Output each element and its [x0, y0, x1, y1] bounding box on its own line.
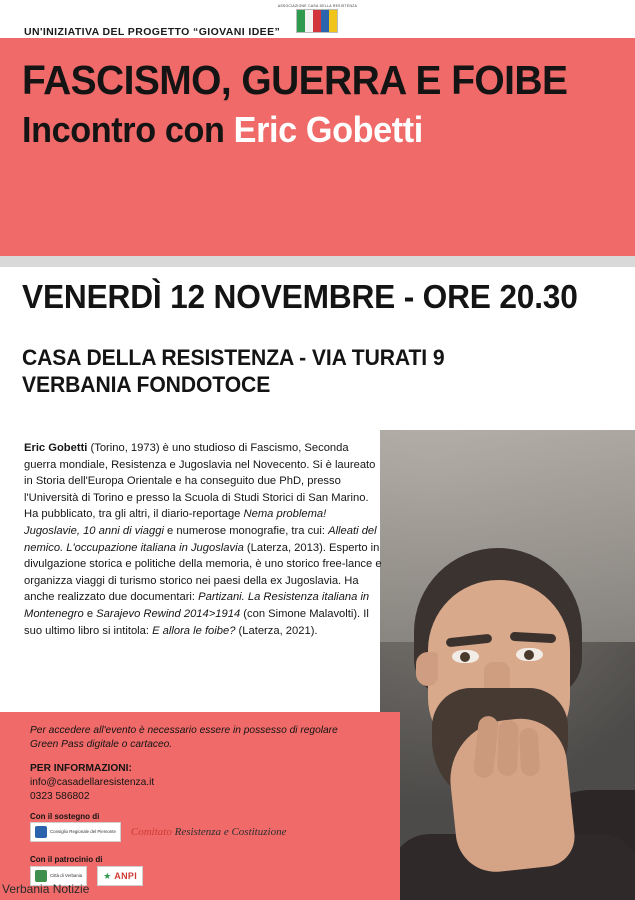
event-venue — [22, 344, 444, 398]
regional-council-logo-icon — [30, 822, 121, 842]
patronage-logo-label-1: ANPI — [114, 871, 137, 881]
subtitle-prefix: Incontro con — [22, 109, 234, 150]
contact-title: PER INFORMAZIONI: — [30, 763, 132, 774]
association-name: ASSOCIAZIONE CASA DELLA RESISTENZA — [277, 3, 358, 8]
contact-phone: 0323 586802 — [30, 791, 90, 802]
script-logo-icon: Comitato Resistenza e Costituzione — [130, 826, 287, 838]
green-pass-notice: Per accedere all'evento è necessario essere in possesso di regolare Green Pass digitale o cartaceo. — [30, 725, 338, 750]
guest-name: Eric Gobetti — [233, 109, 423, 150]
event-datetime: VENERDÌ 12 NOVEMBRE - ORE 20.30 — [22, 278, 578, 315]
watermark: Verbania Notizie — [2, 882, 90, 896]
venue-line-2: VERBANIA FONDOTOCE — [22, 372, 271, 397]
section-divider — [0, 256, 635, 267]
italian-flag-logo-icon — [296, 9, 338, 33]
venue-line-1: CASA DELLA RESISTENZA - VIA TURATI 9 — [22, 345, 445, 370]
subtitle — [22, 110, 423, 150]
contact-info — [30, 762, 154, 804]
support-label: Con il sostegno di — [30, 812, 100, 821]
support-logos — [30, 822, 286, 842]
support-logo-label-0: Consiglio Regionale del Piemonte — [50, 829, 116, 835]
kicker-text: UN'INIZIATIVA DEL PROGETTO “GIOVANI IDEE” — [24, 26, 281, 38]
speaker-biography: Eric Gobetti (Torino, 1973) è uno studioso di Fascismo, Seconda guerra mondiale, Resistenza e Jugoslavia nel Novecento. Si è laureato in Storia dell'Europa Orientale e ha conseguito due PhD, presso l'Università di Torino e presso la Scuola di Studi Storici di San Marino. Ha pubblicato, tra gli altri, il diario-reportage Nema problema! Jugoslavie, 10 anni di viaggi e numerose monografie, tra cui: Alleati del nemico. L'occupazione italiana in Jugoslavia (Laterza, 2013). Esperto in divulgazione storica e politiche della memoria, è uno storico free-lance e organizza viaggi di turismo storico nei paesi della ex Jugoslavia. Ha anche realizzato due documentari: Partizani. La Resistenza italiana in Montenegro e Sarajevo Rewind 2014>1914 (con Simone Malavolti). Il suo ultimo libro si intitola: E allora le foibe? (Laterza, 2021). — [24, 442, 382, 637]
contact-email[interactable]: info@casadellaresistenza.it — [30, 777, 155, 788]
association-logo — [278, 5, 357, 33]
speaker-photo — [380, 430, 635, 900]
anpi-logo-icon: ★ ANPI — [97, 866, 143, 886]
patronage-label: Con il patrocinio di — [30, 855, 103, 864]
page-title: FASCISMO, GUERRA E FOIBE — [22, 57, 568, 103]
patronage-logo-label-0: Città di Verbania — [50, 873, 83, 879]
